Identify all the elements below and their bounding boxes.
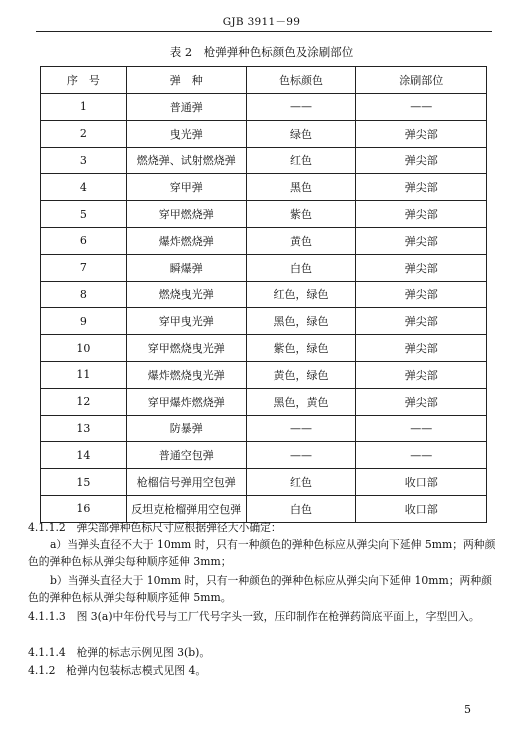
serial-cell: 1 bbox=[41, 94, 127, 121]
serial-cell: 14 bbox=[41, 442, 127, 469]
serial-cell: 4 bbox=[41, 174, 127, 201]
location-cell: 弹尖部 bbox=[356, 201, 487, 228]
location-cell: —— bbox=[356, 415, 487, 442]
type-cell: 普通弹 bbox=[126, 94, 246, 121]
location-cell: —— bbox=[356, 442, 487, 469]
location-cell: 弹尖部 bbox=[356, 174, 487, 201]
table-row bbox=[41, 308, 487, 335]
color-cell: 黄色，绿色 bbox=[246, 361, 356, 388]
color-cell: —— bbox=[246, 94, 356, 121]
table-row bbox=[41, 120, 487, 147]
column-header-type: 弹 种 bbox=[126, 67, 246, 94]
type-cell: 穿甲燃烧曳光弹 bbox=[126, 335, 246, 362]
location-cell: 弹尖部 bbox=[356, 388, 487, 415]
location-cell: 弹尖部 bbox=[356, 227, 487, 254]
type-cell: 瞬爆弹 bbox=[126, 254, 246, 281]
serial-cell: 15 bbox=[41, 469, 127, 496]
header-rule bbox=[36, 31, 492, 32]
color-cell: 黑色 bbox=[246, 174, 356, 201]
location-cell: —— bbox=[356, 94, 487, 121]
table-row bbox=[41, 94, 487, 121]
page-number: 5 bbox=[464, 703, 471, 716]
type-cell: 爆炸燃烧弹 bbox=[126, 227, 246, 254]
location-cell: 弹尖部 bbox=[356, 254, 487, 281]
table-row bbox=[41, 388, 487, 415]
table-body bbox=[41, 94, 487, 523]
serial-cell: 6 bbox=[41, 227, 127, 254]
table-row bbox=[41, 495, 487, 522]
color-cell: 红色 bbox=[246, 147, 356, 174]
serial-cell: 16 bbox=[41, 495, 127, 522]
location-cell: 弹尖部 bbox=[356, 361, 487, 388]
type-cell: 爆炸燃烧曳光弹 bbox=[126, 361, 246, 388]
color-cell: —— bbox=[246, 442, 356, 469]
color-cell: 白色 bbox=[246, 495, 356, 522]
location-cell: 弹尖部 bbox=[356, 147, 487, 174]
page-header: GJB 3911－99 bbox=[222, 16, 301, 28]
location-cell: 收口部 bbox=[356, 495, 487, 522]
table-row bbox=[41, 201, 487, 228]
color-cell: 紫色，绿色 bbox=[246, 335, 356, 362]
color-cell: 白色 bbox=[246, 254, 356, 281]
table-row bbox=[41, 174, 487, 201]
color-cell: 红色 bbox=[246, 469, 356, 496]
type-cell: 燃烧曳光弹 bbox=[126, 281, 246, 308]
color-cell: 红色，绿色 bbox=[246, 281, 356, 308]
type-cell: 枪榴信号弹用空包弹 bbox=[126, 469, 246, 496]
para-item-a: a）当弹头直径不大于 10mm 时，只有一种颜色的弹种色标应从弹尖向下延伸 5mm；两种颜色的弹种色标从弹尖每种顺序延伸 3mm； bbox=[28, 538, 496, 568]
location-cell: 弹尖部 bbox=[356, 120, 487, 147]
type-cell: 反坦克枪榴弹用空包弹 bbox=[126, 495, 246, 522]
para-item-b: b）当弹头直径大于 10mm 时，只有一种颜色的弹种色标应从弹尖向下延伸 10mm；两种颜色的弹种色标从弹尖每种顺序延伸 5mm。 bbox=[28, 574, 492, 604]
serial-cell: 7 bbox=[41, 254, 127, 281]
serial-cell: 12 bbox=[41, 388, 127, 415]
table-header-row bbox=[41, 67, 487, 94]
type-cell: 曳光弹 bbox=[126, 120, 246, 147]
location-cell: 弹尖部 bbox=[356, 308, 487, 335]
color-cell: 黑色，绿色 bbox=[246, 308, 356, 335]
table-row bbox=[41, 281, 487, 308]
table-row bbox=[41, 415, 487, 442]
serial-cell: 8 bbox=[41, 281, 127, 308]
serial-cell: 10 bbox=[41, 335, 127, 362]
type-cell: 穿甲爆炸燃烧弹 bbox=[126, 388, 246, 415]
type-cell: 普通空包弹 bbox=[126, 442, 246, 469]
location-cell: 收口部 bbox=[356, 469, 487, 496]
serial-cell: 3 bbox=[41, 147, 127, 174]
table-row bbox=[41, 361, 487, 388]
serial-cell: 5 bbox=[41, 201, 127, 228]
table-row bbox=[41, 442, 487, 469]
color-cell: 黑色，黄色 bbox=[246, 388, 356, 415]
table-row bbox=[41, 254, 487, 281]
type-cell: 穿甲燃烧弹 bbox=[126, 201, 246, 228]
type-cell: 穿甲弹 bbox=[126, 174, 246, 201]
table-row bbox=[41, 227, 487, 254]
table-caption: 表 2 枪弹弹种色标颜色及涂刷部位 bbox=[169, 45, 354, 59]
color-cell: —— bbox=[246, 415, 356, 442]
location-cell: 弹尖部 bbox=[356, 281, 487, 308]
serial-cell: 2 bbox=[41, 120, 127, 147]
para-4-1-1-2: 4.1.1.2 弹尖部弹种色标尺寸应根据弹径大小确定： bbox=[28, 521, 282, 534]
para-4-1-2: 4.1.2 枪弹内包装标志模式见图 4。 bbox=[28, 664, 207, 677]
color-cell: 黄色 bbox=[246, 227, 356, 254]
serial-cell: 11 bbox=[41, 361, 127, 388]
serial-cell: 13 bbox=[41, 415, 127, 442]
table-row bbox=[41, 335, 487, 362]
serial-cell: 9 bbox=[41, 308, 127, 335]
table-row bbox=[41, 147, 487, 174]
location-cell: 弹尖部 bbox=[356, 335, 487, 362]
type-cell: 穿甲曳光弹 bbox=[126, 308, 246, 335]
type-cell: 防暴弹 bbox=[126, 415, 246, 442]
para-4-1-1-4: 4.1.1.4 枪弹的标志示例见图 3(b)。 bbox=[28, 646, 211, 659]
column-header-serial: 序 号 bbox=[41, 67, 127, 94]
color-cell: 紫色 bbox=[246, 201, 356, 228]
column-header-location: 涂刷部位 bbox=[356, 67, 487, 94]
type-cell: 燃烧弹、试射燃烧弹 bbox=[126, 147, 246, 174]
table-row bbox=[41, 469, 487, 496]
color-cell: 绿色 bbox=[246, 120, 356, 147]
para-4-1-1-3: 4.1.1.3 图 3(a)中年份代号与工厂代号字头一致，压印制作在枪弹药筒底平面上，字型凹入。 bbox=[28, 610, 480, 623]
color-code-table bbox=[40, 66, 487, 523]
column-header-color: 色标颜色 bbox=[246, 67, 356, 94]
